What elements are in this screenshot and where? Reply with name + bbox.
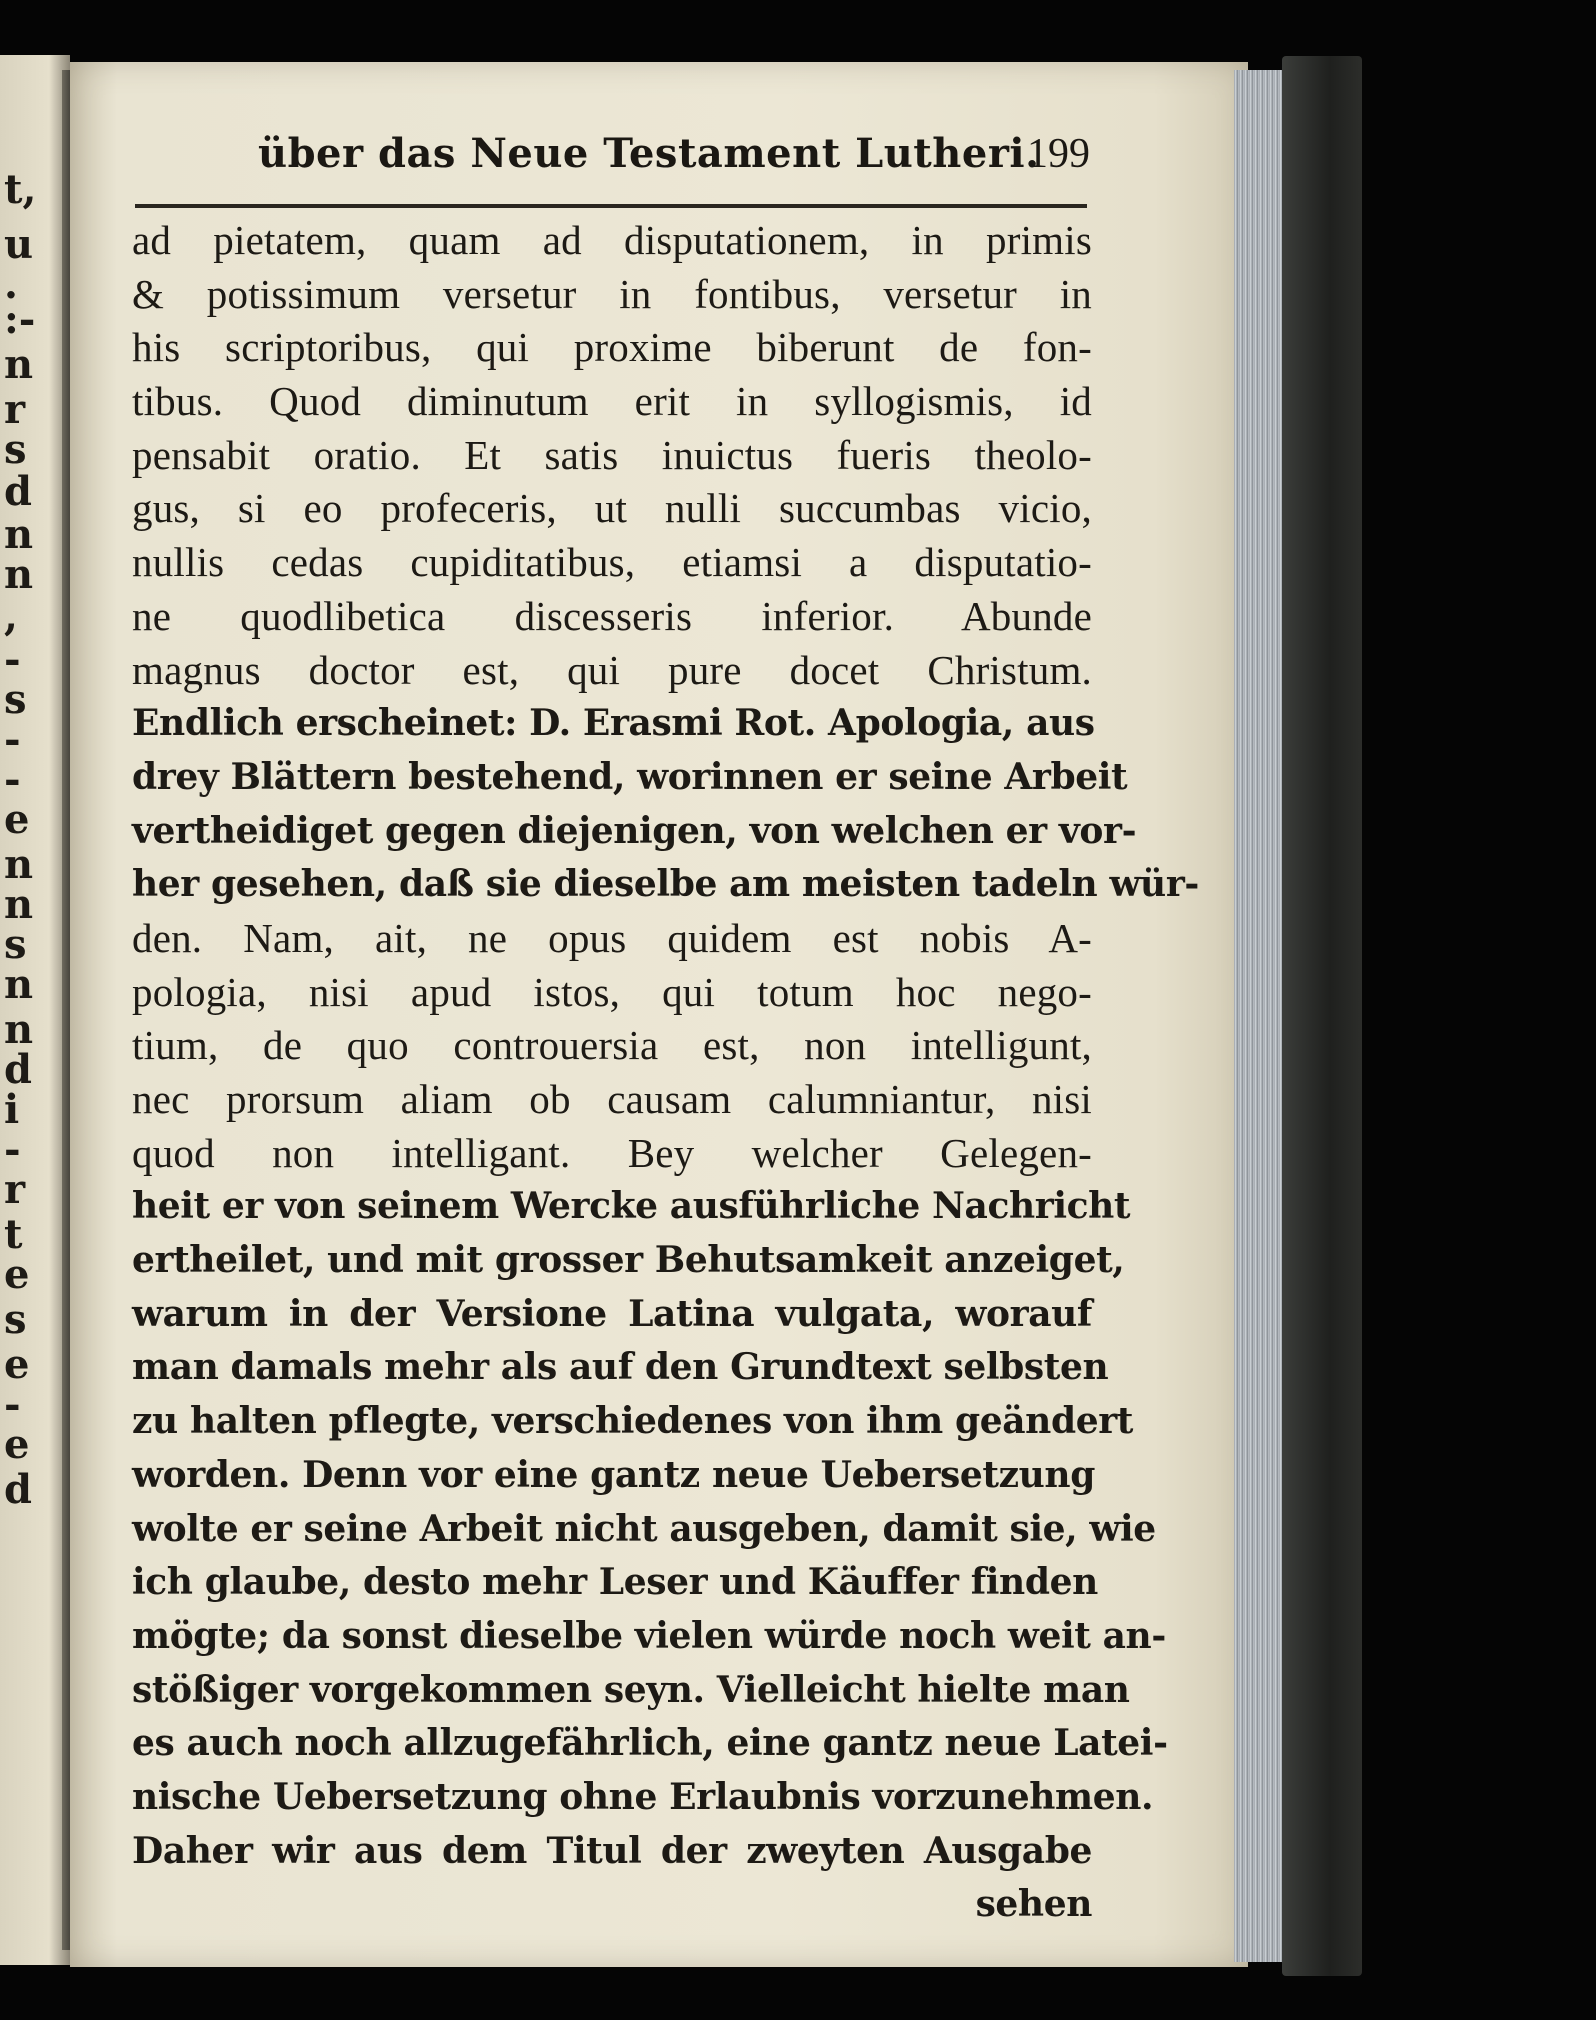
text-line: Daher wir aus dem Titul der zweyten Ausgabe [132, 1829, 1092, 1872]
page-number: 199 [1027, 131, 1090, 177]
facing-page-fragment: - [4, 1381, 21, 1428]
text-line: nische Uebersetzung ohne Erlaubnis vorzunehmen. [132, 1775, 1154, 1818]
facing-page-fragment: - [4, 1126, 21, 1173]
facing-page-fragment: e [4, 796, 30, 843]
header-rule [135, 204, 1087, 208]
body-text [132, 214, 1199, 1932]
facing-page-fragment: - [4, 716, 21, 763]
facing-page-fragment: - [4, 756, 21, 803]
text-line: ne quodlibetica discesseris inferior. Abunde [132, 592, 1092, 639]
text-line: nec prorsum aliam ob causam calumniantur, nisi [132, 1076, 1092, 1122]
facing-page-fragment: e [4, 1341, 30, 1388]
book-cover-edge [1282, 56, 1362, 1976]
facing-page-fragment: r [4, 1166, 26, 1213]
facing-page-fragment: n [4, 341, 34, 388]
running-title: über das Neue Testament Lutheri. [258, 130, 1040, 177]
facing-page-fragment: s [4, 1296, 27, 1343]
facing-page-fragment: d [4, 1046, 32, 1093]
facing-page-fragment: i [4, 1086, 20, 1133]
text-line: stößiger vorgekommen seyn. Vielleicht hielte man [132, 1668, 1130, 1711]
text-line: Endlich erscheinet: D. Erasmi Rot. Apologia, aus [132, 702, 1095, 745]
text-line: wolte er seine Arbeit nicht ausgeben, damit sie, wie [132, 1507, 1156, 1550]
text-line: quod non intelligant. Bey welcher Gelegen- [132, 1129, 1092, 1176]
text-line: vertheidiget gegen diejenigen, von welchen er vor- [132, 809, 1137, 852]
text-line: mögte; da sonst dieselbe vielen würde noch weit an- [132, 1614, 1166, 1657]
text-line: his scriptoribus, qui proxime biberunt de fon- [132, 324, 1092, 371]
facing-page-fragment: n [4, 881, 34, 928]
facing-page-fragment: s [4, 426, 27, 473]
text-line: zu halten pflegte, verschiedenes von ihm geändert [132, 1400, 1134, 1443]
text-line: sehen [975, 1883, 1092, 1926]
facing-page-fragment: d [4, 1466, 32, 1513]
facing-page-text-fragments [0, 0, 70, 2020]
facing-page-fragment: e [4, 1251, 30, 1298]
facing-page-fragment: e [4, 1421, 30, 1468]
facing-page-fragment: - [4, 636, 21, 683]
facing-page-fragment: u [4, 221, 34, 268]
facing-page-fragment: n [4, 1006, 34, 1053]
facing-page-fragment: n [4, 841, 34, 888]
facing-page-fragment: s [4, 921, 27, 968]
facing-page-fragment: n [4, 511, 34, 558]
facing-page-fragment: t [4, 1211, 23, 1258]
facing-page-fragment: t, [4, 166, 37, 213]
text-line: drey Blättern bestehend, worinnen er seine Arbeit [132, 755, 1128, 798]
text-line: tium, de quo controuersia est, non intelligunt, [132, 1022, 1092, 1069]
facing-page-fragment: r [4, 386, 26, 433]
facing-page-fragment: n [4, 961, 34, 1008]
facing-page-fragment: d [4, 468, 32, 515]
text-line: magnus doctor est, qui pure docet Christum. [132, 646, 1092, 693]
text-line: heit er von seinem Wercke ausführliche Nachricht [132, 1185, 1131, 1228]
facing-page-fragment: :- [4, 296, 36, 343]
text-line: nullis cedas cupiditatibus, etiamsi a disputatio- [132, 539, 1092, 586]
text-line: ad pietatem, quam ad disputationem, in primis [132, 217, 1092, 263]
text-line: gus, si eo profeceris, ut nulli succumbas vicio, [132, 485, 1092, 532]
text-line: man damals mehr als auf den Grundtext selbsten [132, 1346, 1109, 1389]
text-line: pologia, nisi apud istos, qui totum hoc nego- [132, 968, 1092, 1015]
text-line: her gesehen, daß sie dieselbe am meisten tadeln wür- [132, 863, 1199, 906]
page-block-edges [1234, 70, 1282, 1962]
facing-page-fragment: . [4, 261, 18, 308]
page-header [130, 130, 1090, 200]
text-line: es auch noch allzugefährlich, eine gantz neue Latei- [132, 1722, 1168, 1765]
text-line: warum in der Versione Latina vulgata, worauf [132, 1292, 1092, 1335]
facing-page-fragment: s [4, 676, 27, 723]
text-line: & potissimum versetur in fontibus, versetur in [132, 270, 1092, 317]
facing-page-fragment: , [4, 593, 18, 640]
text-line: worden. Denn vor eine gantz neue Uebersetzung [132, 1453, 1095, 1496]
text-line: tibus. Quod diminutum erit in syllogismis, id [132, 378, 1092, 425]
text-line: den. Nam, ait, ne opus quidem est nobis A- [132, 914, 1092, 961]
text-line: ertheilet, und mit grosser Behutsamkeit anzeiget, [132, 1239, 1125, 1282]
text-line: ich glaube, desto mehr Leser und Käuffer finden [132, 1561, 1098, 1604]
text-line: pensabit oratio. Et satis inuictus fueris theolo- [132, 431, 1092, 478]
facing-page-fragment: n [4, 551, 34, 598]
